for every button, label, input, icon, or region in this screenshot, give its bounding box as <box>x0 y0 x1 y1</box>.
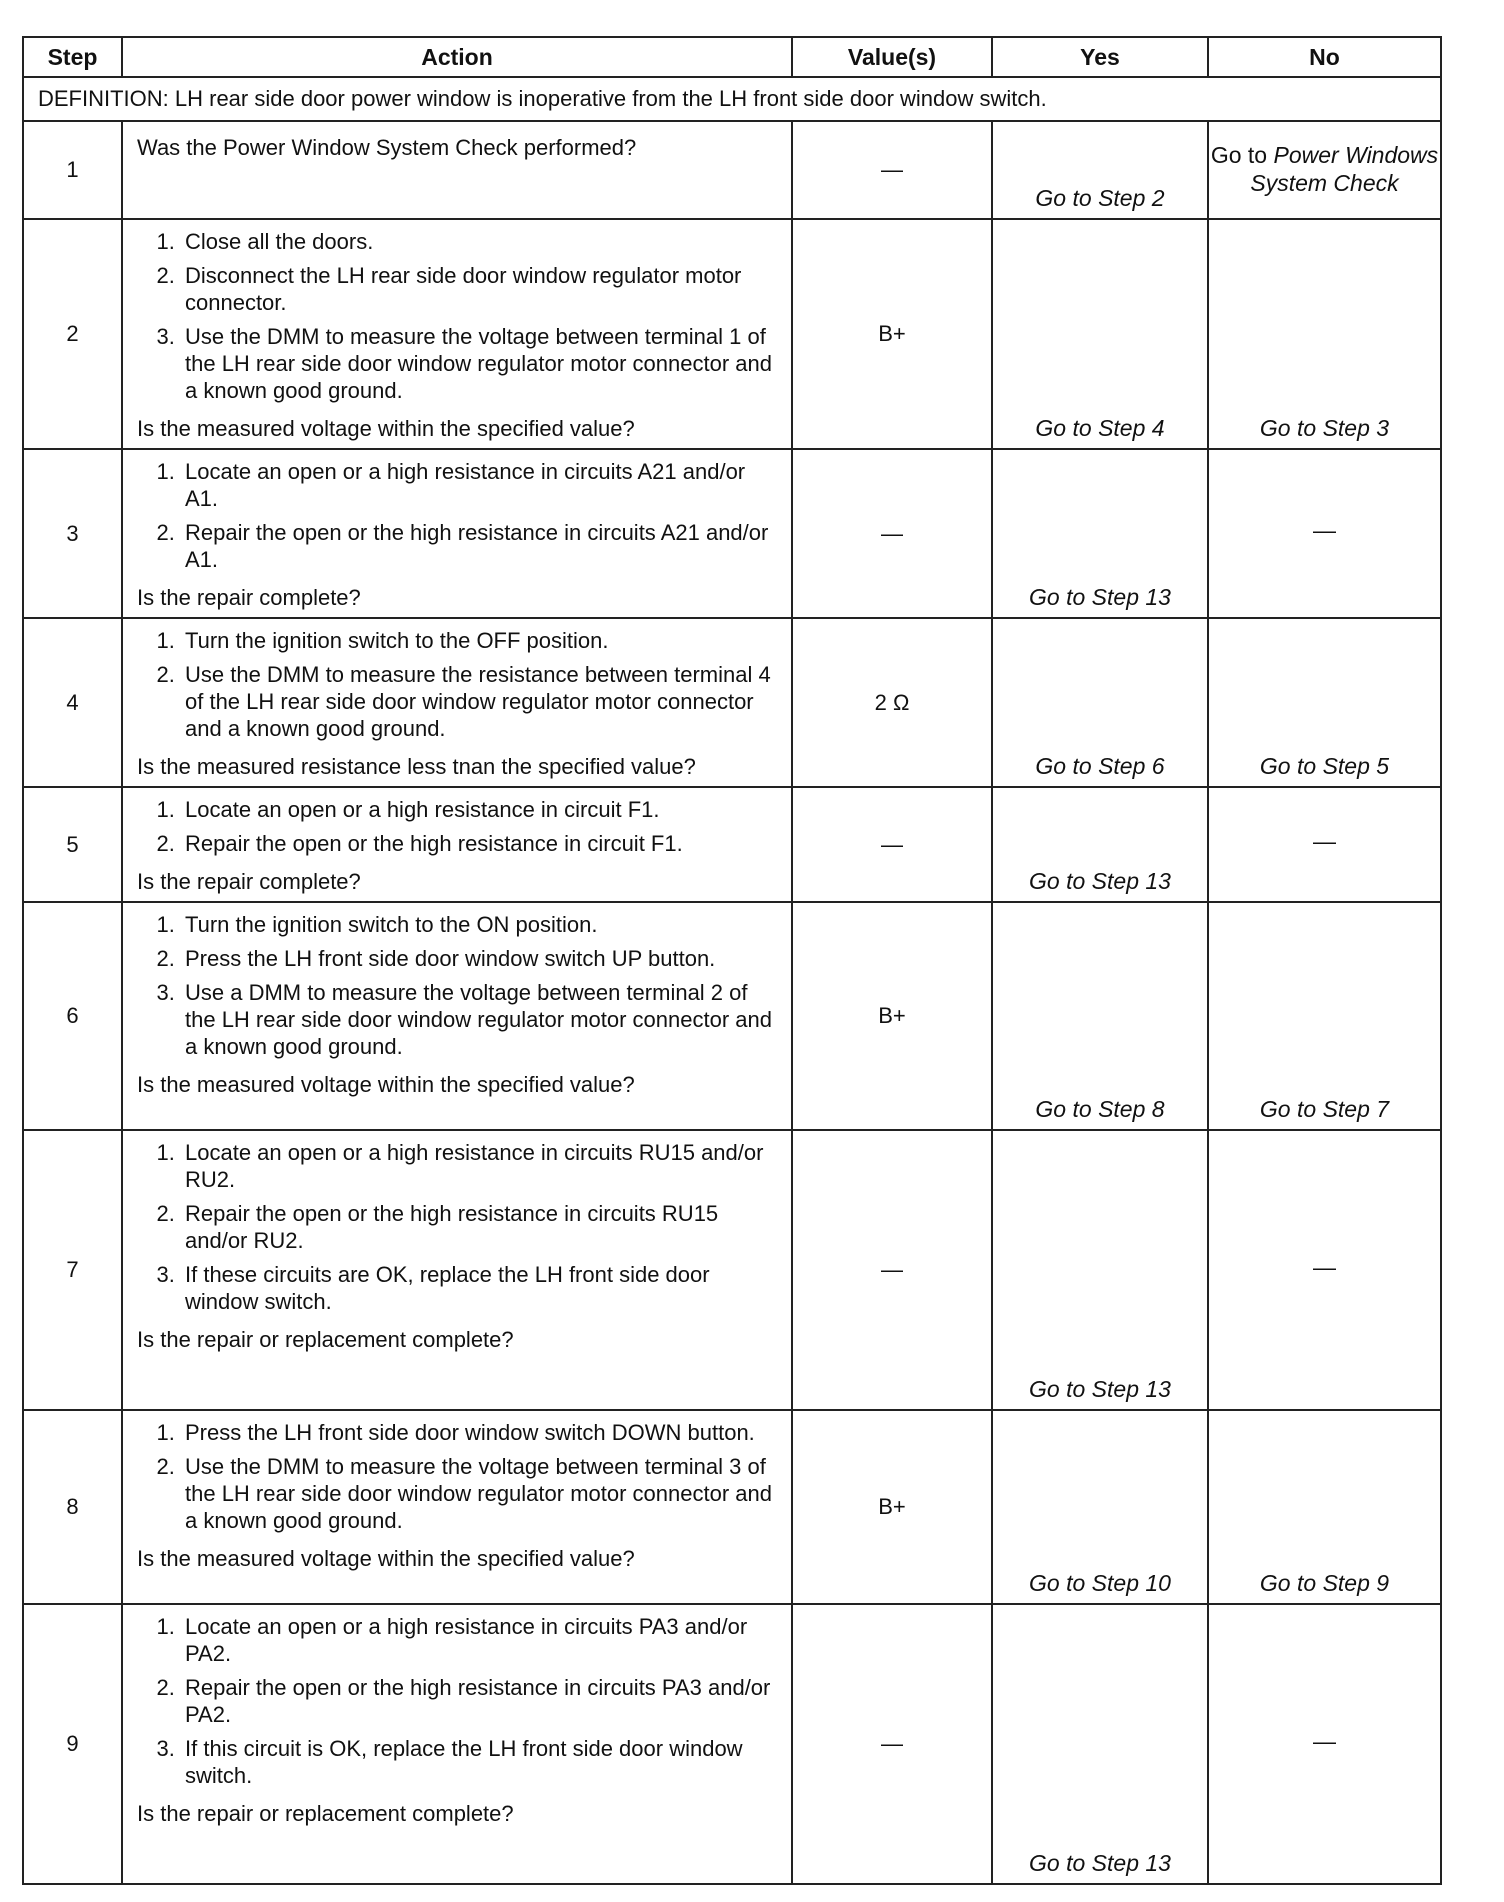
value-cell: — <box>792 1604 992 1884</box>
diagnostic-table <box>22 36 1442 1885</box>
action-item: 2. Repair the open or the high resistance in circuits A21 and/or A1. <box>181 519 781 573</box>
action-cell <box>122 787 792 902</box>
action-question: Is the repair or replacement complete? <box>137 1327 514 1352</box>
action-item: 2. Repair the open or the high resistance in circuits RU15 and/or RU2. <box>181 1200 781 1254</box>
no-cell: Go to Step 5 <box>1208 618 1441 787</box>
action-item: 3. Use a DMM to measure the voltage between terminal 2 of the LH rear side door window regulator motor connector and a known good ground. <box>181 979 781 1060</box>
action-cell <box>122 121 792 219</box>
no-cell <box>1208 121 1441 219</box>
value-cell: 2 Ω <box>792 618 992 787</box>
action-question: Is the repair complete? <box>137 585 361 610</box>
step-number: 7 <box>23 1130 122 1410</box>
action-list <box>137 228 781 404</box>
action-list <box>137 1613 781 1789</box>
action-list <box>137 911 781 1060</box>
action-list <box>137 1419 781 1534</box>
action-cell <box>122 1410 792 1604</box>
table-row <box>23 1604 1441 1884</box>
value-cell: B+ <box>792 1410 992 1604</box>
no-cell: — <box>1208 1130 1441 1410</box>
value-cell: — <box>792 1130 992 1410</box>
yes-cell: Go to Step 13 <box>992 1604 1208 1884</box>
action-item: 3. Use the DMM to measure the voltage between terminal 1 of the LH rear side door window regulator motor connector and a known good ground. <box>181 323 781 404</box>
table-row <box>23 121 1441 219</box>
step-number: 9 <box>23 1604 122 1884</box>
value-cell: B+ <box>792 902 992 1130</box>
action-cell <box>122 219 792 449</box>
yes-cell: Go to Step 2 <box>992 121 1208 219</box>
action-item: 3. If these circuits are OK, replace the LH front side door window switch. <box>181 1261 781 1315</box>
yes-cell: Go to Step 10 <box>992 1410 1208 1604</box>
action-item: 1. Turn the ignition switch to the OFF position. <box>181 627 781 654</box>
action-cell <box>122 1604 792 1884</box>
table-row <box>23 618 1441 787</box>
action-item: 2. Press the LH front side door window switch UP button. <box>181 945 781 972</box>
step-number: 2 <box>23 219 122 449</box>
yes-cell: Go to Step 13 <box>992 1130 1208 1410</box>
table-row <box>23 1130 1441 1410</box>
no-cell: Go to Step 9 <box>1208 1410 1441 1604</box>
no-prefix: Go to <box>1210 142 1274 168</box>
table-row <box>23 449 1441 618</box>
step-number: 3 <box>23 449 122 618</box>
action-question: Was the Power Window System Check performed? <box>137 135 637 160</box>
action-cell <box>122 1130 792 1410</box>
action-list <box>137 1139 781 1315</box>
action-question: Is the measured voltage within the specified value? <box>137 416 635 441</box>
step-number: 6 <box>23 902 122 1130</box>
action-item: 1. Turn the ignition switch to the ON position. <box>181 911 781 938</box>
no-link-title: Power Windows System Check <box>1250 142 1439 196</box>
yes-cell: Go to Step 13 <box>992 787 1208 902</box>
header-yes: Yes <box>992 37 1208 77</box>
step-number: 8 <box>23 1410 122 1604</box>
value-cell: — <box>792 449 992 618</box>
action-question: Is the measured resistance less tnan the specified value? <box>137 754 696 779</box>
definition-row <box>23 77 1441 121</box>
action-item: 1. Close all the doors. <box>181 228 781 255</box>
action-item: 2. Disconnect the LH rear side door window regulator motor connector. <box>181 262 781 316</box>
step-number: 1 <box>23 121 122 219</box>
value-cell: B+ <box>792 219 992 449</box>
header-action: Action <box>122 37 792 77</box>
action-item: 2. Repair the open or the high resistance in circuit F1. <box>181 830 781 857</box>
action-question: Is the measured voltage within the specified value? <box>137 1546 635 1571</box>
action-list <box>137 796 781 857</box>
action-list <box>137 627 781 742</box>
no-cell: — <box>1208 449 1441 618</box>
yes-cell: Go to Step 8 <box>992 902 1208 1130</box>
table-row <box>23 219 1441 449</box>
yes-cell: Go to Step 4 <box>992 219 1208 449</box>
action-cell <box>122 449 792 618</box>
definition-text: DEFINITION: LH rear side door power window is inoperative from the LH front side door window switch. <box>23 77 1441 121</box>
diagnostic-document <box>22 36 1440 1885</box>
no-cell: Go to Step 3 <box>1208 219 1441 449</box>
action-item: 1. Locate an open or a high resistance in circuits PA3 and/or PA2. <box>181 1613 781 1667</box>
value-cell: — <box>792 121 992 219</box>
no-cell: — <box>1208 1604 1441 1884</box>
no-cell: Go to Step 7 <box>1208 902 1441 1130</box>
table-row <box>23 787 1441 902</box>
action-item: 3. If this circuit is OK, replace the LH front side door window switch. <box>181 1735 781 1789</box>
action-cell <box>122 618 792 787</box>
step-number: 5 <box>23 787 122 902</box>
header-row <box>23 37 1441 77</box>
no-cell: — <box>1208 787 1441 902</box>
action-item: 1. Locate an open or a high resistance in circuits RU15 and/or RU2. <box>181 1139 781 1193</box>
action-item: 1. Press the LH front side door window switch DOWN button. <box>181 1419 781 1446</box>
action-item: 2. Use the DMM to measure the voltage between terminal 3 of the LH rear side door window regulator motor connector and a known good ground. <box>181 1453 781 1534</box>
action-item: 2. Use the DMM to measure the resistance between terminal 4 of the LH rear side door window regulator motor connector and a known good ground. <box>181 661 781 742</box>
step-number: 4 <box>23 618 122 787</box>
action-question: Is the repair complete? <box>137 869 361 894</box>
action-question: Is the measured voltage within the specified value? <box>137 1072 635 1097</box>
action-cell <box>122 902 792 1130</box>
header-no: No <box>1208 37 1441 77</box>
action-item: 2. Repair the open or the high resistance in circuits PA3 and/or PA2. <box>181 1674 781 1728</box>
yes-cell: Go to Step 13 <box>992 449 1208 618</box>
header-step: Step <box>23 37 122 77</box>
action-question: Is the repair or replacement complete? <box>137 1801 514 1826</box>
header-values: Value(s) <box>792 37 992 77</box>
yes-cell: Go to Step 6 <box>992 618 1208 787</box>
action-item: 1. Locate an open or a high resistance in circuit F1. <box>181 796 781 823</box>
action-item: 1. Locate an open or a high resistance in circuits A21 and/or A1. <box>181 458 781 512</box>
table-row <box>23 1410 1441 1604</box>
table-row <box>23 902 1441 1130</box>
value-cell: — <box>792 787 992 902</box>
action-list <box>137 458 781 573</box>
